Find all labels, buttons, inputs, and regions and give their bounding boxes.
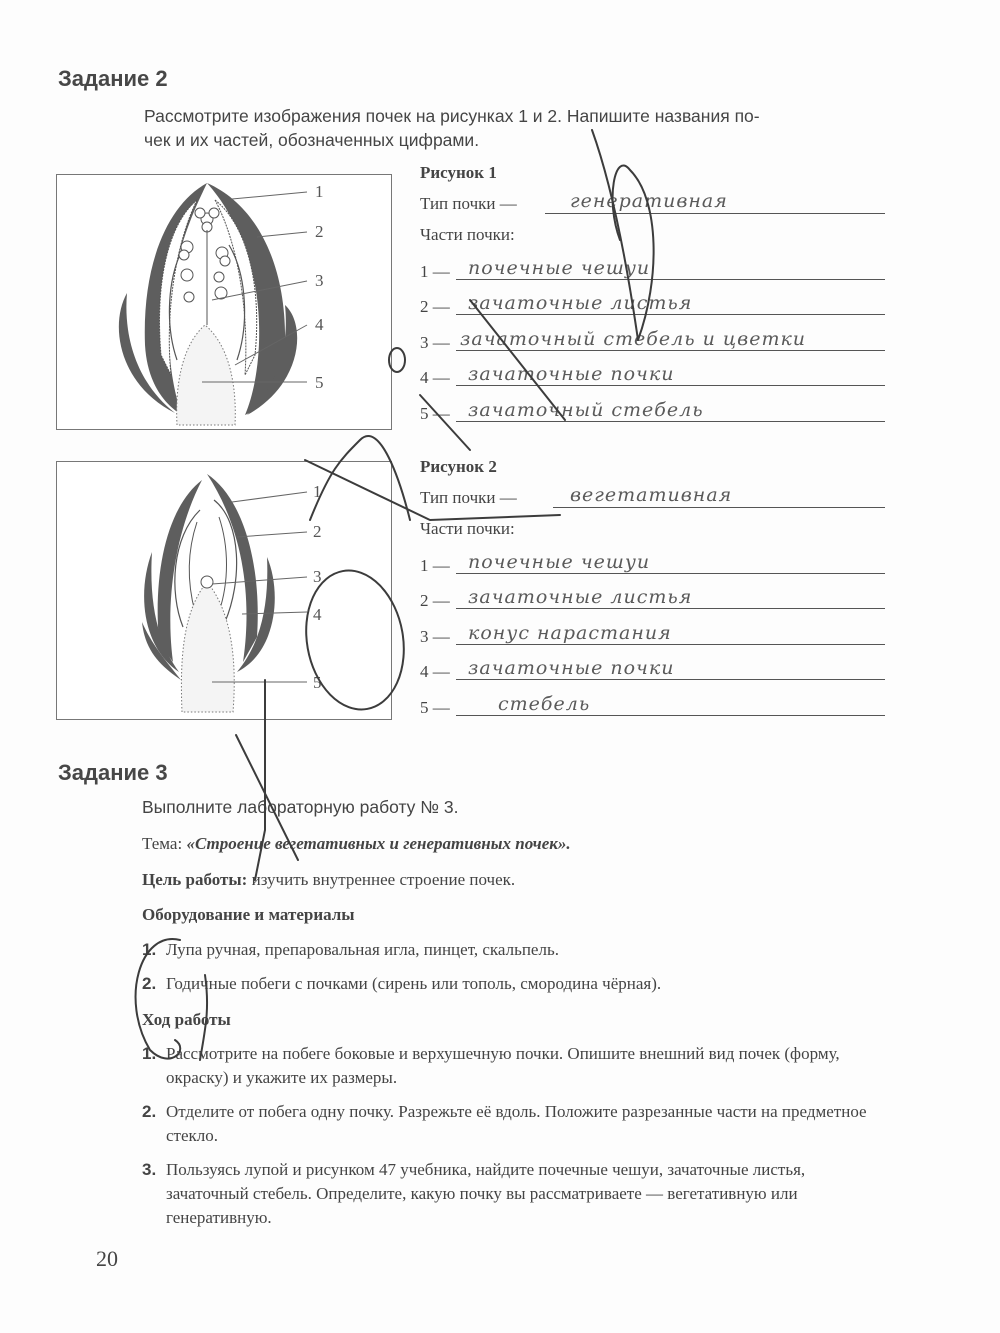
- item-number: 1.: [142, 940, 157, 959]
- part-row: [420, 250, 885, 286]
- part-row: [420, 321, 885, 357]
- part-row: [420, 580, 885, 616]
- answer-line[interactable]: [456, 279, 885, 280]
- procedure-heading: Ход работы: [142, 1010, 231, 1029]
- answer-line[interactable]: [456, 314, 885, 315]
- callout-4: 4: [313, 605, 322, 624]
- part-row: [420, 392, 885, 428]
- part-row: [420, 615, 885, 651]
- bud-type-answer[interactable]: вегетативная: [570, 484, 733, 506]
- part-answer[interactable]: стебель: [498, 692, 591, 715]
- part-answer[interactable]: зачаточные почки: [468, 657, 675, 679]
- procedure-step: [142, 1158, 882, 1230]
- step-number: 1.: [142, 1044, 157, 1063]
- part-answer[interactable]: зачаточные листья: [468, 292, 693, 314]
- equipment-heading: Оборудование и материалы: [142, 905, 355, 924]
- part-number: 2 —: [420, 591, 450, 610]
- callout-3: 3: [315, 271, 324, 290]
- task3-intro: Выполните лабораторную работу № 3.: [142, 797, 459, 817]
- goal-text: изучить внутреннее строение почек.: [251, 870, 516, 889]
- step-text: Рассмотрите на побеге боковые и верхушечную почки. Опишите внешний вид почек (форму, окраску) и укажите их размеры.: [166, 1044, 840, 1087]
- page-number: 20: [96, 1246, 118, 1271]
- procedure-step: [142, 1042, 882, 1090]
- figure-1-heading: Рисунок 1: [420, 163, 497, 182]
- callout-5: 5: [313, 673, 322, 692]
- part-row: [420, 651, 885, 687]
- procedure-list: [142, 1042, 882, 1230]
- callout-numbers: [315, 182, 324, 392]
- part-row: [420, 357, 885, 393]
- part-number: 3 —: [420, 332, 450, 352]
- figure-2-heading: Рисунок 2: [420, 457, 497, 476]
- answer-line[interactable]: [456, 350, 885, 351]
- part-number: 5 —: [420, 697, 450, 717]
- bud-type-label: Тип почки —: [420, 194, 517, 213]
- part-answer[interactable]: почечные чешуи: [468, 550, 651, 573]
- part-answer[interactable]: зачаточные почки: [468, 363, 675, 385]
- callout-2: 2: [315, 222, 324, 241]
- part-number: 2 —: [420, 297, 450, 316]
- bud-parts-label: Части почки:: [420, 225, 515, 244]
- step-number: 2.: [142, 1102, 157, 1121]
- part-answer[interactable]: зачаточный стебель: [468, 398, 704, 421]
- answer-line[interactable]: [456, 573, 885, 574]
- figure-2-answers: [420, 457, 885, 722]
- part-number: 1 —: [420, 555, 450, 575]
- figure-1-generative-bud: [56, 174, 392, 430]
- task2-instructions-line1: Рассмотрите изображения почек на рисунках 1 и 2. Напишите названия по-: [144, 106, 760, 126]
- task2-title: Задание 2: [58, 66, 168, 91]
- callout-2: 2: [313, 522, 322, 541]
- answer-line[interactable]: [456, 421, 885, 422]
- part-number: 4 —: [420, 368, 450, 387]
- bud-type-answer-line[interactable]: [545, 213, 885, 214]
- part-answer[interactable]: почечные чешуи: [468, 256, 651, 279]
- growth-cone: [201, 576, 213, 588]
- part-row: [420, 686, 885, 722]
- callout-1: 1: [313, 482, 322, 501]
- callout-4: 4: [315, 315, 324, 334]
- goal-label: Цель работы:: [142, 870, 248, 889]
- callout-numbers: [313, 482, 322, 692]
- figure-1-answers: [420, 163, 885, 428]
- task2-instructions-line2: чек и их частей, обозначенных цифрами.: [144, 130, 480, 150]
- answer-line[interactable]: [456, 608, 885, 609]
- item-text: Лупа ручная, препаровальная игла, пинцет, скальпель.: [166, 940, 559, 959]
- part-answer[interactable]: зачаточные листья: [468, 586, 693, 608]
- bud-type-label: Тип почки —: [420, 488, 517, 507]
- bud-diagram-1: [57, 175, 391, 429]
- answer-line[interactable]: [456, 679, 885, 680]
- topic-text: «Строение вегетативных и генеративных почек».: [186, 834, 571, 853]
- callout-3: 3: [313, 567, 322, 586]
- procedure-step: [142, 1100, 882, 1148]
- callout-1: 1: [315, 182, 324, 201]
- equipment-item: [142, 938, 882, 962]
- embryonic-stem: [177, 325, 236, 425]
- callout-5: 5: [315, 373, 324, 392]
- item-text: Годичные побеги с почками (сирень или тополь, смородина чёрная).: [166, 974, 662, 993]
- topic-label: Тема:: [142, 834, 183, 853]
- figure-2-vegetative-bud: [56, 461, 392, 720]
- step-number: 3.: [142, 1160, 157, 1179]
- part-number: 5 —: [420, 403, 450, 423]
- answer-line[interactable]: [456, 385, 885, 386]
- bud-parts-label: Части почки:: [420, 519, 515, 538]
- task3-title: Задание 3: [58, 760, 168, 785]
- task3-goal: [142, 870, 882, 890]
- part-number: 4 —: [420, 662, 450, 681]
- step-text: Пользуясь лупой и рисунком 47 учебника, найдите почечные чешуи, зачаточные листья, зачаточный стебель. Определите, какую почку вы рассматриваете — вегетативную или генеративную.: [166, 1160, 806, 1227]
- bud-type-answer[interactable]: генеративная: [570, 190, 728, 212]
- part-row: [420, 286, 885, 322]
- equipment-item: [142, 972, 882, 996]
- bud-type-answer-line[interactable]: [553, 507, 885, 508]
- task3-topic: [142, 834, 882, 854]
- equipment-list: [142, 938, 882, 996]
- part-answer[interactable]: зачаточный стебель и цветки: [460, 327, 807, 350]
- bud-diagram-2: [57, 462, 391, 719]
- answer-line[interactable]: [456, 644, 885, 645]
- task2-instructions: [144, 104, 889, 152]
- answer-line[interactable]: [456, 715, 885, 716]
- item-number: 2.: [142, 974, 157, 993]
- part-row: [420, 544, 885, 580]
- part-number: 1 —: [420, 261, 450, 281]
- part-answer[interactable]: конус нарастания: [468, 621, 672, 644]
- step-text: Отделите от побега одну почку. Разрежьте её вдоль. Положите разрезанные части на предметное стекло.: [166, 1102, 867, 1145]
- bud-type-row: [420, 479, 885, 514]
- part-number: 3 —: [420, 626, 450, 646]
- bud-type-row: [420, 185, 885, 220]
